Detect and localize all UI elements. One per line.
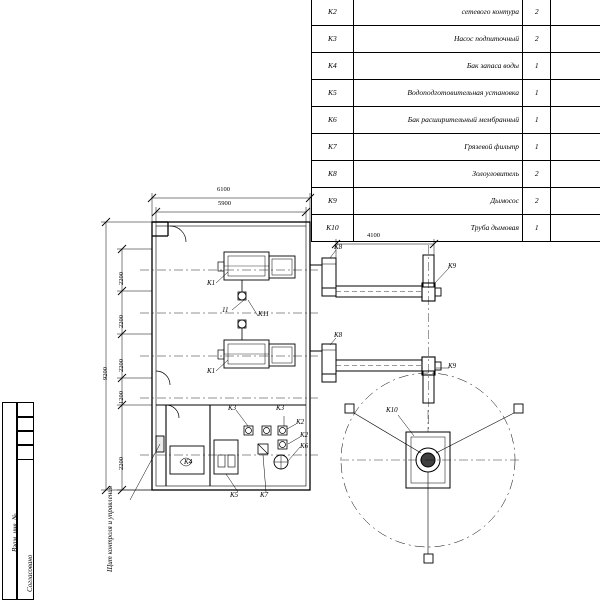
equipment-lower-room bbox=[156, 426, 288, 474]
dim-right-top: 4100 bbox=[367, 232, 380, 239]
spec-pos: K3 bbox=[312, 26, 354, 53]
spec-qty: 1 bbox=[523, 53, 551, 80]
spec-pos: K5 bbox=[312, 80, 354, 107]
stamp-label-approved: Согласовано bbox=[26, 554, 34, 592]
dimension-lines-top bbox=[148, 193, 314, 226]
spec-name: Водоподготовительная установка bbox=[353, 80, 522, 107]
spec-qty: 2 bbox=[523, 161, 551, 188]
callout-k8-upper: K8 bbox=[334, 243, 343, 251]
spec-qty: 2 bbox=[523, 0, 551, 26]
dim-top-inner: 5900 bbox=[218, 200, 231, 207]
spec-pos: K9 bbox=[312, 188, 354, 215]
axis-lines bbox=[140, 270, 318, 455]
callout-k9-upper: K9 bbox=[448, 262, 457, 270]
dim-top-outer: 6100 bbox=[217, 186, 230, 193]
door-swing-arcs bbox=[156, 226, 186, 418]
callout-k10: K10 bbox=[386, 406, 398, 414]
callout-k3-right: K3 bbox=[276, 404, 285, 412]
boiler-lower-k1 bbox=[218, 320, 295, 368]
dim-left-seg-4: 1200 bbox=[118, 391, 125, 404]
callout-k5: K5 bbox=[230, 491, 239, 499]
spec-name: Бак запаса воды bbox=[353, 53, 522, 80]
spec-qty: 1 bbox=[523, 134, 551, 161]
spec-pos: K6 bbox=[312, 107, 354, 134]
spec-pos: K8 bbox=[312, 161, 354, 188]
wall-openings bbox=[152, 222, 168, 236]
annotation-control-panel: Щит контроля и управления bbox=[106, 486, 114, 572]
spec-qty: 1 bbox=[523, 215, 551, 242]
callout-k3-left: K3 bbox=[228, 404, 237, 412]
spec-qty: 2 bbox=[523, 26, 551, 53]
spec-name: Бак расширительный мембранный bbox=[353, 107, 522, 134]
spec-pos: K7 bbox=[312, 134, 354, 161]
spec-name: Золоуловитель bbox=[353, 161, 522, 188]
dimension-line-right bbox=[332, 239, 438, 258]
leader-lines bbox=[130, 250, 449, 500]
ash-collectors-k8 bbox=[310, 258, 336, 382]
callout-k2: K2 bbox=[296, 418, 305, 426]
stamp-cell-4 bbox=[16, 444, 34, 460]
spec-qty: 2 bbox=[523, 188, 551, 215]
title-block-stamp bbox=[2, 402, 32, 598]
callout-k1-upper: K1 bbox=[207, 279, 216, 287]
callout-k11: K11 bbox=[258, 310, 270, 318]
boiler-upper-k1 bbox=[218, 252, 295, 300]
spec-name: сетевого контура bbox=[353, 0, 522, 26]
dim-left-seg-2: 2200 bbox=[118, 315, 125, 328]
spec-name: Труба дымовая bbox=[353, 215, 522, 242]
spec-pos: K10 bbox=[312, 215, 354, 242]
callout-k8-lower: K8 bbox=[334, 331, 343, 339]
spec-name: Насос подпиточный bbox=[353, 26, 522, 53]
smoke-fans-k9 bbox=[336, 245, 441, 430]
spec-name: Дымосос bbox=[353, 188, 522, 215]
callout-k4: K4 bbox=[184, 458, 193, 466]
spec-pos: K4 bbox=[312, 53, 354, 80]
dim-left-seg-5: 2200 bbox=[118, 457, 125, 470]
callout-k2-second: K2 bbox=[300, 431, 309, 439]
dim-left-seg-3: 2200 bbox=[118, 359, 125, 372]
chimney-k10 bbox=[340, 373, 523, 563]
spec-qty: 1 bbox=[523, 107, 551, 134]
callout-11: 11 bbox=[222, 306, 229, 314]
spec-name: Грязевой фильтр bbox=[353, 134, 522, 161]
spec-qty: 1 bbox=[523, 80, 551, 107]
stamp-label-inv: Взам. инв. № bbox=[11, 513, 19, 552]
dim-left-total: 9200 bbox=[102, 367, 109, 380]
callout-k6: K6 bbox=[300, 442, 309, 450]
spec-pos: K2 bbox=[312, 0, 354, 26]
callout-k9-lower: K9 bbox=[448, 362, 457, 370]
callout-k7: K7 bbox=[260, 491, 269, 499]
dim-left-seg-1: 2200 bbox=[118, 272, 125, 285]
callout-k1-lower: K1 bbox=[207, 367, 216, 375]
